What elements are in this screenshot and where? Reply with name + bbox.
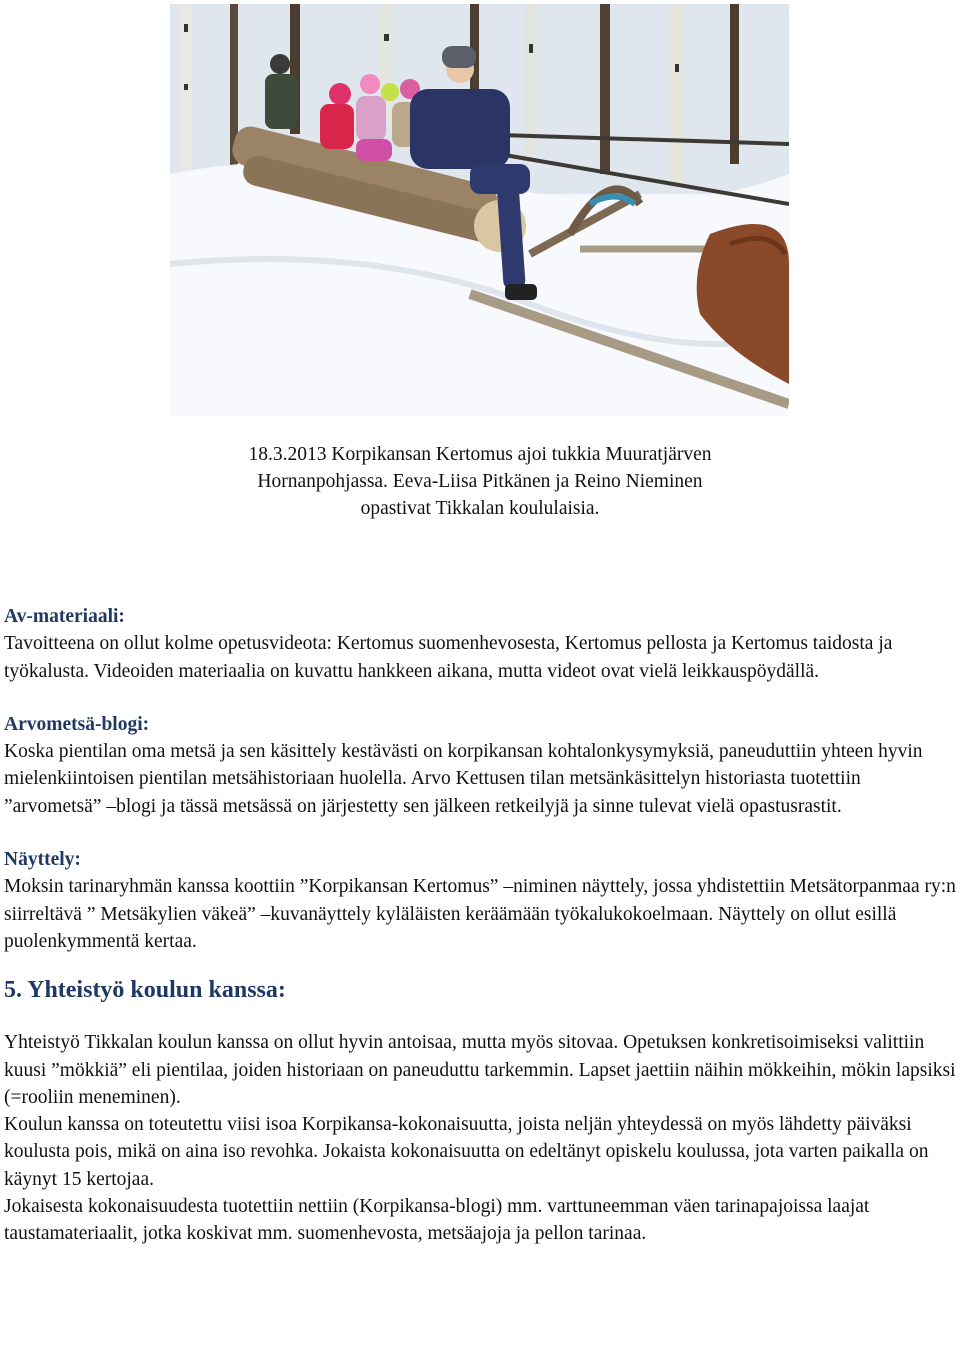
photo-caption <box>150 441 810 522</box>
school-paragraph-3: Jokaisesta kokonaisuudesta tuotettiin nettiin (Korpikansa-blogi) mm. varttuneemman väen tarinapajoissa laajat taustamateriaalit, jotka koskivat mm. suomenhevosta, metsäajoja ja pellon tarinaa. <box>4 1196 870 1245</box>
blog-body: Koska pientilan oma metsä ja sen käsittely kestävästi on korpikansan kohtalonkysymyksiä, paneuduttiin yhteen hyvin mielenkiintoisen pientilan metsähistoriaan huolella. Arvo Kettusen tilan metsänkäsittelyn historiasta tuotettiin ”arvometsä” –blogi ja tässä metsässä on järjestetty sen jälkeen retkeilyjä ja sinne tulevat vielä opastusrastit. <box>4 741 923 817</box>
school-paragraph-2: Koulun kanssa on toteutettu viisi isoa Korpikansa-kokonaisuutta, joista neljän yhteydessä on myös lähdetty päiväksi koulusta pois, mikä on aina iso revohka. Jokaista kokonaisuutta on edeltänyt opiskelu koulussa, jota varten paikalla on käynyt 15 kertojaa. <box>4 1114 929 1190</box>
blog-heading: Arvometsä-blogi: <box>4 713 150 735</box>
caption-line-3: opastivat Tikkalan koululaisia. <box>360 498 600 519</box>
av-body: Tavoitteena on ollut kolme opetusvideota: Kertomus suomenhevosesta, Kertomus pellosta ja Kertomus taidosta ja työkalusta. Videoiden materiaalia on kuvattu hankkeen aikana, mutta videot ovat vielä leikkauspöydällä. <box>4 633 893 682</box>
sleigh-photo-illustration <box>170 4 789 416</box>
section-5-heading: 5. Yhteistyö koulun kanssa: <box>4 977 286 1004</box>
school-paragraph-1: Yhteistyö Tikkalan koulun kanssa on ollut hyvin antoisaa, mutta myös sitovaa. Opetuksen konkretisoimiseksi valittiin kuusi ”mökkiä” eli pientilaa, joiden historiaan on paneuduttu tarkemmin. Lapset jaettiin näihin mökkeihin, mökin lapsiksi (=rooliin meneminen). <box>4 1032 956 1108</box>
av-heading: Av-materiaali: <box>4 606 125 627</box>
exhibition-body: Moksin tarinaryhmän kanssa koottiin ”Korpikansan Kertomus” –niminen näyttely, jossa yhdistettiin Metsätorpanmaa ry:n siirreltävä ” Metsäkylien väkeä” –kuvanäyttely kyläläisten keräämään työkalukokoelmaan. Näyttely on ollut esillä puolenkymmentä kertaa. <box>4 876 956 952</box>
caption-line-1: 18.3.2013 Korpikansan Kertomus ajoi tukkia Muuratjärven <box>248 444 712 465</box>
photo-horse-sleigh <box>170 4 789 416</box>
exhibition-heading: Näyttely: <box>4 849 81 871</box>
document-body <box>4 603 959 1248</box>
caption-line-2: Hornanpohjassa. Eeva-Liisa Pitkänen ja Reino Nieminen <box>257 471 703 492</box>
